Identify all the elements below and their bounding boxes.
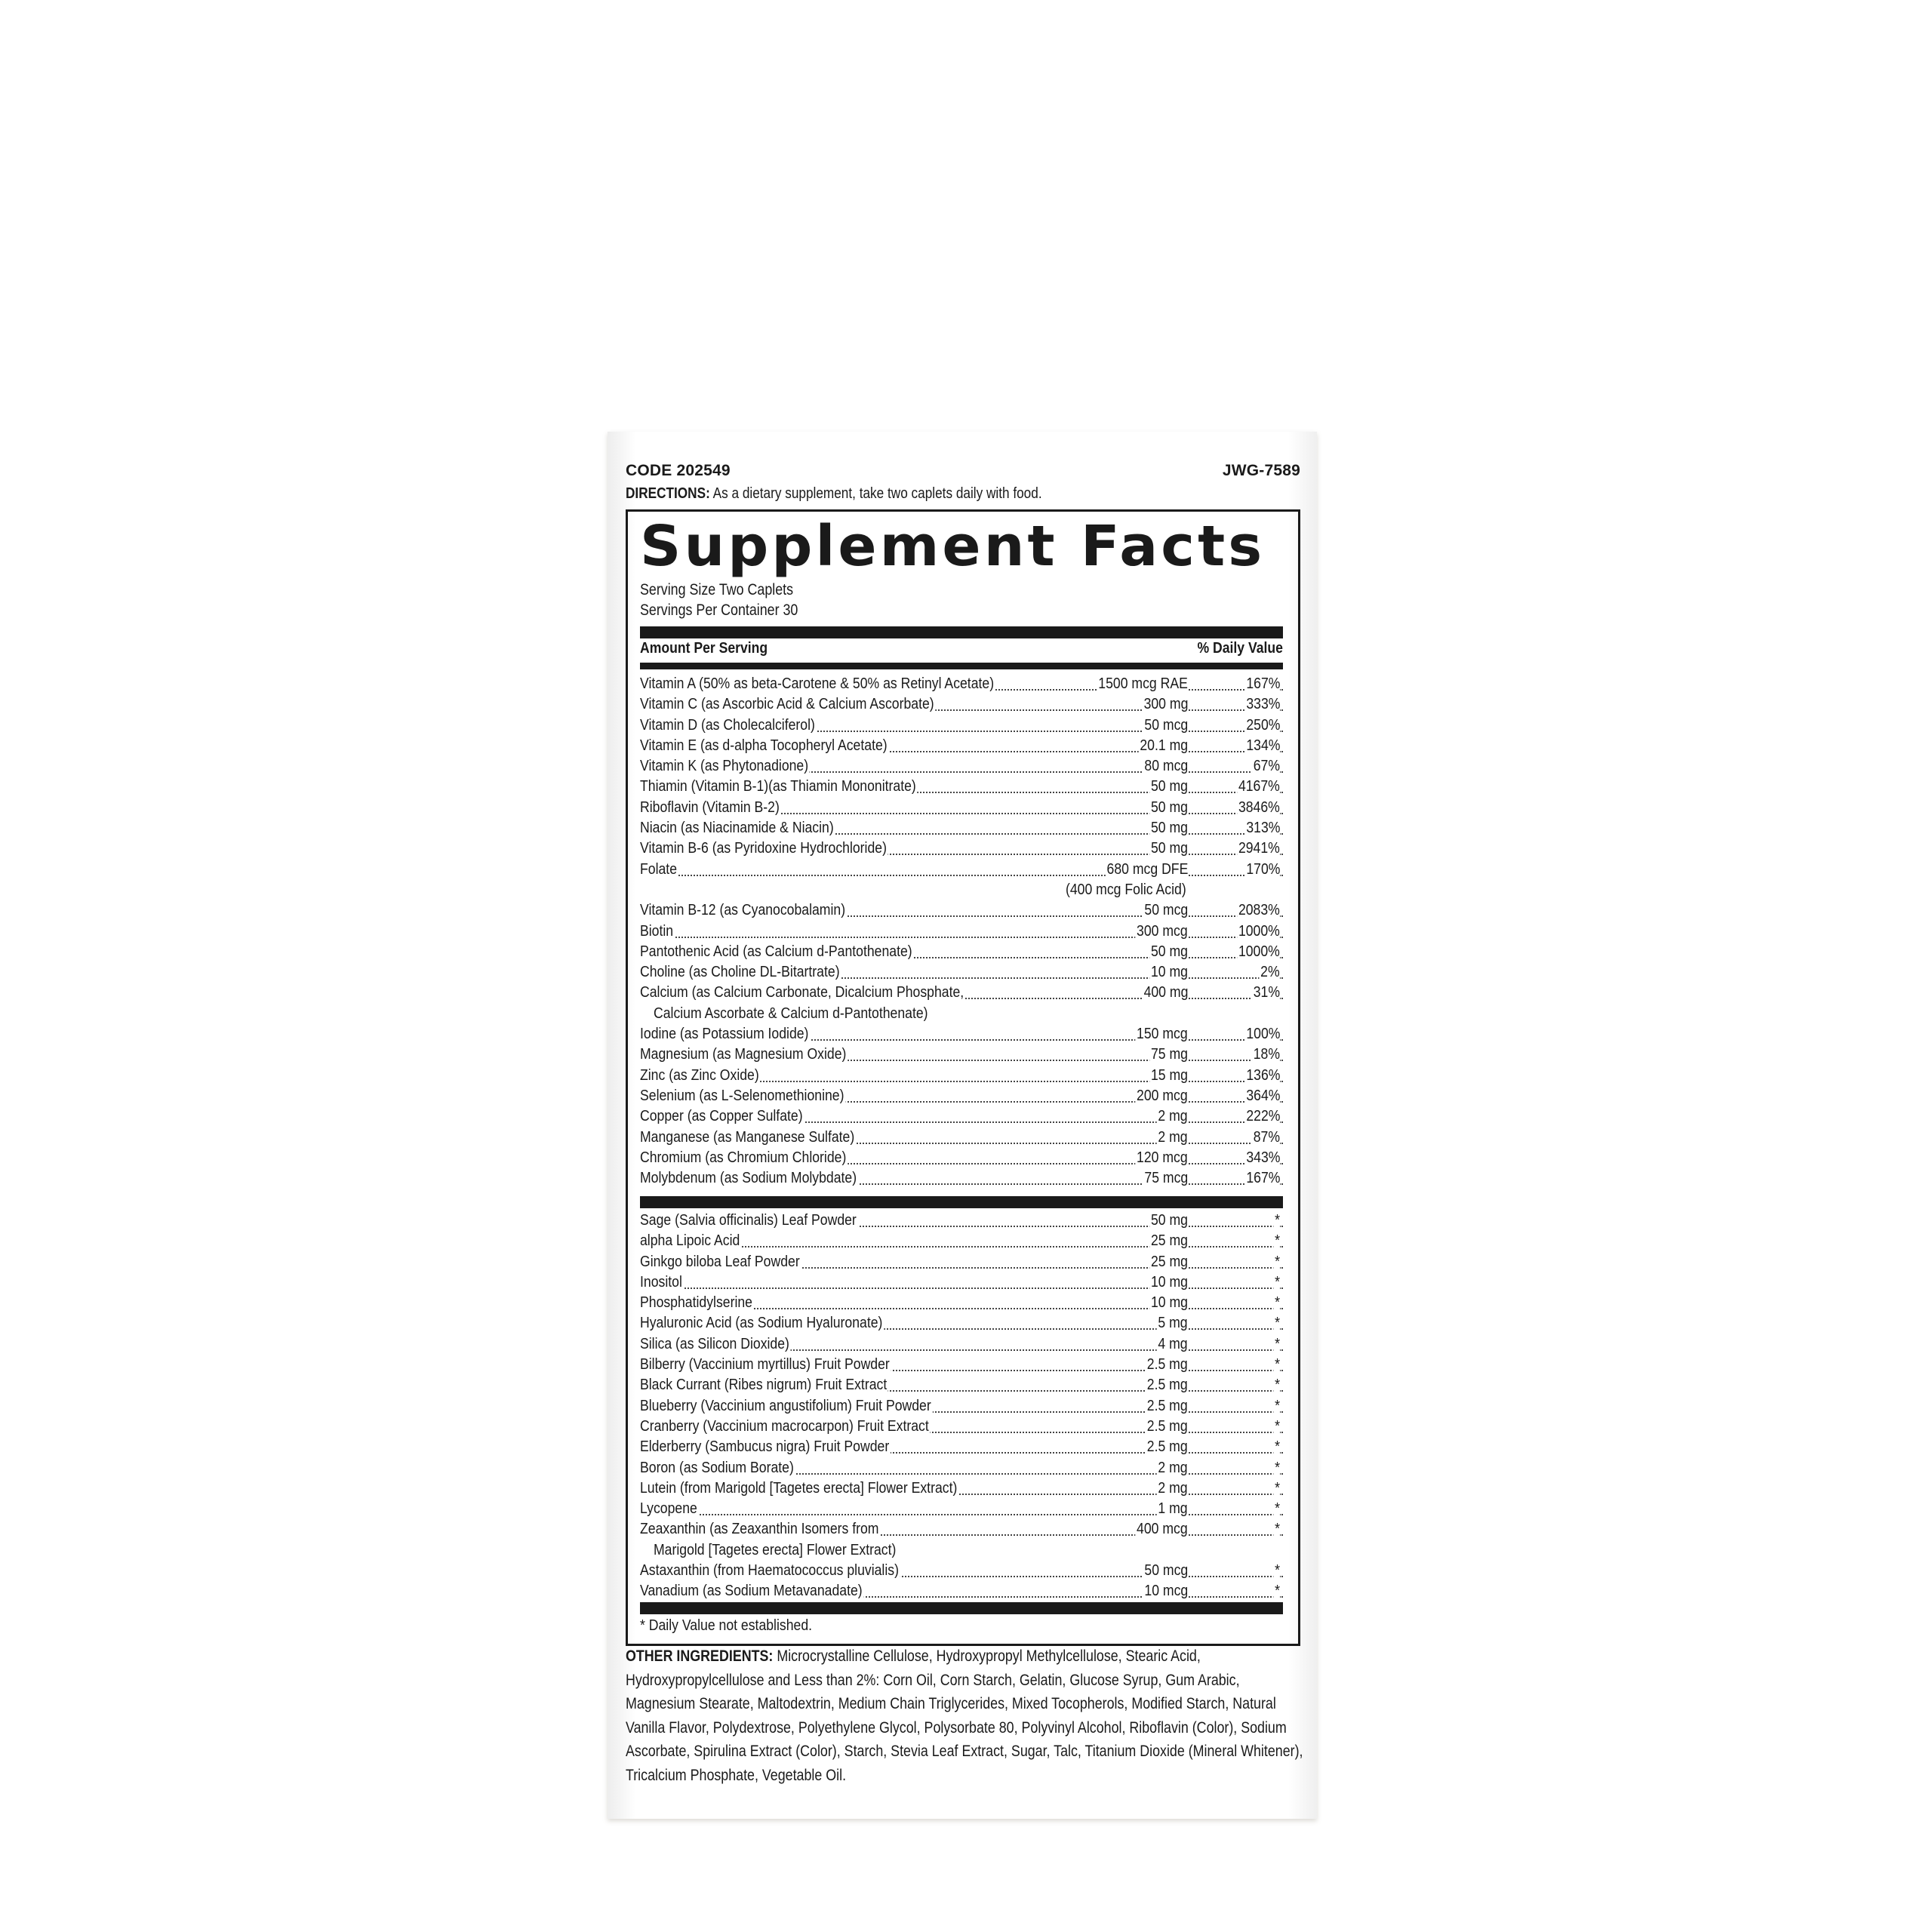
fact-row: [640, 1210, 1283, 1230]
nutrient-name: Hyaluronic Acid (as Sodium Hyaluronate): [640, 1312, 884, 1333]
nutrient-amount: 400 mg: [1142, 982, 1188, 1002]
fact-row: [640, 1436, 1283, 1457]
nutrient-daily-value: *: [1273, 1498, 1280, 1518]
nutrient-daily-value: *: [1273, 1272, 1280, 1292]
nutrient-daily-value: *: [1273, 1478, 1280, 1498]
fact-row: [640, 1106, 1283, 1126]
nutrient-amount: 300 mg: [1142, 694, 1188, 714]
nutrient-daily-value: 4167%: [1237, 776, 1280, 796]
nutrient-name: Chromium (as Chromium Chloride): [640, 1147, 848, 1168]
fact-row: [640, 1065, 1283, 1085]
other-ingredients-label: OTHER INGREDIENTS:: [626, 1647, 774, 1665]
nutrient-daily-value: *: [1273, 1416, 1280, 1436]
fact-row: [640, 1168, 1283, 1188]
fact-row: [640, 900, 1283, 920]
nutrient-daily-value: 250%: [1244, 715, 1280, 735]
nutrient-name: Magnesium (as Magnesium Oxide): [640, 1044, 848, 1064]
directions-label: DIRECTIONS:: [626, 485, 710, 502]
nutrient-name: Vitamin E (as d-alpha Tocopheryl Acetate): [640, 735, 888, 755]
nutrient-amount: 2.5 mg: [1146, 1374, 1188, 1395]
nutrient-name: Astaxanthin (from Haematococcus pluvialis): [640, 1560, 900, 1580]
nutrient-name: Lutein (from Marigold [Tagetes erecta] Flower Extract): [640, 1478, 958, 1498]
nutrient-amount: 2 mg: [1157, 1106, 1188, 1126]
fact-row: [640, 1023, 1283, 1044]
label-panel: [608, 432, 1317, 1819]
nutrient-amount: 50 mg: [1149, 838, 1188, 858]
nutrient-daily-value: 170%: [1244, 859, 1280, 879]
nutrient-daily-value: *: [1273, 1354, 1280, 1374]
nutrient-daily-value: *: [1273, 1395, 1280, 1416]
nutrient-name: Iodine (as Potassium Iodide): [640, 1023, 810, 1044]
fact-row: [640, 1395, 1283, 1416]
column-header: [640, 640, 1283, 661]
nutrient-daily-value: 136%: [1244, 1065, 1280, 1085]
nutrient-name: Lycopene: [640, 1498, 699, 1518]
nutrient-daily-value: 1000%: [1237, 941, 1280, 961]
nutrient-name: Blueberry (Vaccinium angustifolium) Fruit Powder: [640, 1395, 932, 1416]
fact-row: [640, 1085, 1283, 1106]
nutrient-name: Sage (Salvia officinalis) Leaf Powder: [640, 1210, 858, 1230]
fact-row: [640, 673, 1283, 694]
nutrient-daily-value: 1000%: [1237, 921, 1280, 941]
fact-row: [640, 1580, 1283, 1601]
facts-title: Supplement Facts: [640, 514, 1266, 579]
nutrient-name: Zinc (as Zinc Oxide): [640, 1065, 760, 1085]
nutrient-daily-value: 2083%: [1237, 900, 1280, 920]
nutrient-name: Silica (as Silicon Dioxide): [640, 1334, 791, 1354]
nutrient-amount: 50 mg: [1149, 817, 1188, 838]
nutrient-daily-value: *: [1273, 1457, 1280, 1478]
daily-value-label: % Daily Value: [1197, 640, 1283, 657]
thick-rule: [640, 1196, 1283, 1208]
nutrient-daily-value: 333%: [1244, 694, 1280, 714]
thick-rule: [640, 1602, 1283, 1614]
fact-row: [640, 694, 1283, 714]
nutrient-amount: 10 mg: [1149, 961, 1188, 982]
nutrient-amount: 2.5 mg: [1146, 1416, 1188, 1436]
nutrient-amount: 2 mg: [1157, 1457, 1188, 1478]
fact-row: [640, 961, 1283, 982]
fact-row: [640, 1251, 1283, 1272]
nutrient-name: Bilberry (Vaccinium myrtillus) Fruit Powder: [640, 1354, 891, 1374]
fact-row: [640, 1003, 1283, 1023]
nutrient-name: Niacin (as Niacinamide & Niacin): [640, 817, 835, 838]
nutrient-daily-value: 134%: [1244, 735, 1280, 755]
fact-row: [640, 879, 1283, 900]
fact-row: [640, 715, 1283, 735]
nutrient-amount-note: (400 mcg Folic Acid): [1066, 880, 1186, 898]
nutrient-name: Phosphatidylserine: [640, 1292, 754, 1312]
nutrient-daily-value: 167%: [1244, 1168, 1280, 1188]
fact-row: [640, 1127, 1283, 1147]
nutrient-name: alpha Lipoic Acid: [640, 1230, 741, 1251]
nutrient-daily-value: *: [1273, 1580, 1280, 1601]
fact-row: [640, 982, 1283, 1002]
nutrient-daily-value: 3846%: [1237, 797, 1280, 817]
fact-row: [640, 735, 1283, 755]
nutrient-amount: 200 mcg: [1136, 1085, 1188, 1106]
fact-row: [640, 1478, 1283, 1498]
product-code: CODE 202549: [626, 462, 731, 479]
nutrient-amount: 2.5 mg: [1146, 1395, 1188, 1416]
nutrient-amount: 680 mcg DFE: [1105, 859, 1188, 879]
fact-row: [640, 1540, 1283, 1560]
nutrient-name: Vitamin K (as Phytonadione): [640, 755, 810, 776]
nutrient-amount: 120 mcg: [1136, 1147, 1188, 1168]
fact-row: [640, 921, 1283, 941]
nutrient-amount: 2 mg: [1157, 1127, 1188, 1147]
nutrient-daily-value: 222%: [1244, 1106, 1280, 1126]
fact-row: [640, 1457, 1283, 1478]
fact-row: [640, 859, 1283, 879]
nutrient-amount: 50 mg: [1149, 776, 1188, 796]
nutrient-name: Boron (as Sodium Borate): [640, 1457, 795, 1478]
nutrient-amount: 20.1 mg: [1139, 735, 1188, 755]
nutrient-name: Vanadium (as Sodium Metavanadate): [640, 1580, 863, 1601]
nutrient-amount: 50 mg: [1149, 1210, 1188, 1230]
directions-text: As a dietary supplement, take two caplets daily with food.: [709, 485, 1042, 502]
code-line: [626, 462, 1300, 483]
fact-row: [640, 1374, 1283, 1395]
nutrient-daily-value: *: [1273, 1436, 1280, 1457]
nutrient-amount: 50 mg: [1149, 797, 1188, 817]
other-ingredient-list: [640, 1210, 1283, 1601]
nutrient-amount: 10 mcg: [1143, 1580, 1188, 1601]
nutrient-daily-value: 31%: [1252, 982, 1280, 1002]
nutrient-name: Molybdenum (as Sodium Molybdate): [640, 1168, 858, 1188]
nutrient-daily-value: *: [1273, 1560, 1280, 1580]
nutrient-daily-value: 364%: [1244, 1085, 1280, 1106]
directions: [626, 483, 1206, 504]
fact-row: [640, 755, 1283, 776]
footnote: * Daily Value not established.: [640, 1617, 813, 1634]
nutrient-name: Elderberry (Sambucus nigra) Fruit Powder: [640, 1436, 891, 1457]
serving-info: [640, 580, 798, 620]
fact-row: [640, 1518, 1283, 1539]
nutrient-amount: 300 mcg: [1136, 921, 1188, 941]
nutrient-amount: 2.5 mg: [1146, 1354, 1188, 1374]
nutrient-name-continued: Calcium Ascorbate & Calcium d-Pantothenate): [654, 1004, 928, 1022]
nutrient-name: Selenium (as L-Selenomethionine): [640, 1085, 845, 1106]
nutrient-amount: 5 mg: [1157, 1312, 1188, 1333]
fact-row: [640, 1560, 1283, 1580]
nutrient-amount: 1500 mcg RAE: [1097, 673, 1188, 694]
other-ingredients-text: Microcrystalline Cellulose, Hydroxypropyl Methylcellulose, Stearic Acid, Hydroxypropylcellulose and Less than 2%: Corn Oil, Corn Starch, Gelatin, Glucose Syrup, Gum Arabic, Magnesium Stearate, Maltodextrin, Medium Chain Triglycerides, Mixed Tocopherols, Modified Starch, Natural Vanilla Flavor, Polydextrose, Polyethylene Glycol, Polysorbate 80, Polyvinyl Alcohol, Riboflavin (Color), Sodium Ascorbate, Spirulina Extract (Color), Starch, Stevia Leaf Extract, Sugar, Talc, Titanium Dioxide (Mineral Whitener), Tricalcium Phosphate, Vegetable Oil.: [626, 1647, 1303, 1784]
nutrient-daily-value: *: [1273, 1334, 1280, 1354]
fact-row: [640, 797, 1283, 817]
nutrient-daily-value: *: [1273, 1312, 1280, 1333]
fact-row: [640, 1334, 1283, 1354]
nutrient-name: Vitamin B-12 (as Cyanocobalamin): [640, 900, 847, 920]
serving-size: Serving Size Two Caplets: [640, 581, 794, 598]
sku-code: JWG-7589: [1222, 462, 1300, 479]
fact-row: [640, 1292, 1283, 1312]
nutrient-name: Vitamin C (as Ascorbic Acid & Calcium Ascorbate): [640, 694, 935, 714]
nutrient-amount: 75 mcg: [1143, 1168, 1188, 1188]
nutrient-daily-value: 343%: [1244, 1147, 1280, 1168]
fact-row: [640, 1312, 1283, 1333]
nutrient-daily-value: *: [1273, 1292, 1280, 1312]
servings-per-container: Servings Per Container 30: [640, 601, 798, 619]
nutrient-name: Vitamin B-6 (as Pyridoxine Hydrochloride): [640, 838, 888, 858]
nutrient-daily-value: 67%: [1252, 755, 1280, 776]
nutrient-amount: 50 mcg: [1143, 900, 1188, 920]
fact-row: [640, 838, 1283, 858]
nutrient-daily-value: 2%: [1260, 961, 1280, 982]
thick-rule: [640, 626, 1283, 638]
other-ingredients: [626, 1644, 1306, 1787]
nutrient-amount: 50 mcg: [1143, 715, 1188, 735]
fact-row: [640, 1272, 1283, 1292]
nutrient-amount: 150 mcg: [1136, 1023, 1188, 1044]
nutrient-amount: 15 mg: [1149, 1065, 1188, 1085]
nutrient-name: Ginkgo biloba Leaf Powder: [640, 1251, 801, 1272]
nutrient-amount: 50 mg: [1149, 941, 1188, 961]
nutrient-name: Pantothenic Acid (as Calcium d-Pantothenate): [640, 941, 913, 961]
nutrient-daily-value: *: [1273, 1210, 1280, 1230]
fact-row: [640, 1498, 1283, 1518]
nutrient-name: Biotin: [640, 921, 675, 941]
vitamin-list: [640, 673, 1283, 1188]
nutrient-name: Calcium (as Calcium Carbonate, Dicalcium Phosphate,: [640, 982, 965, 1002]
nutrient-amount: 25 mg: [1149, 1251, 1188, 1272]
fact-row: [640, 941, 1283, 961]
nutrient-daily-value: 100%: [1244, 1023, 1280, 1044]
fact-row: [640, 1230, 1283, 1251]
nutrient-daily-value: 167%: [1244, 673, 1280, 694]
nutrient-amount: 2 mg: [1157, 1478, 1188, 1498]
nutrient-daily-value: 313%: [1244, 817, 1280, 838]
nutrient-amount: 10 mg: [1149, 1292, 1188, 1312]
nutrient-daily-value: *: [1273, 1518, 1280, 1539]
nutrient-daily-value: *: [1273, 1230, 1280, 1251]
fact-row: [640, 817, 1283, 838]
nutrient-name: Vitamin D (as Cholecalciferol): [640, 715, 817, 735]
nutrient-amount: 4 mg: [1157, 1334, 1188, 1354]
nutrient-name: Cranberry (Vaccinium macrocarpon) Fruit Extract: [640, 1416, 930, 1436]
nutrient-amount: 2.5 mg: [1146, 1436, 1188, 1457]
amount-per-serving-label: Amount Per Serving: [640, 640, 768, 657]
nutrient-name-continued: Marigold [Tagetes erecta] Flower Extract): [654, 1540, 897, 1558]
supplement-facts-box: [626, 509, 1300, 1646]
nutrient-name: Manganese (as Manganese Sulfate): [640, 1127, 856, 1147]
nutrient-daily-value: *: [1273, 1374, 1280, 1395]
nutrient-daily-value: 18%: [1252, 1044, 1280, 1064]
nutrient-amount: 25 mg: [1149, 1230, 1188, 1251]
nutrient-name: Inositol: [640, 1272, 684, 1292]
nutrient-amount: 10 mg: [1149, 1272, 1188, 1292]
fact-row: [640, 776, 1283, 796]
nutrient-name: Thiamin (Vitamin B-1)(as Thiamin Mononitrate): [640, 776, 918, 796]
nutrient-amount: 50 mcg: [1143, 1560, 1188, 1580]
nutrient-name: Folate: [640, 859, 678, 879]
fact-row: [640, 1354, 1283, 1374]
nutrient-daily-value: 2941%: [1237, 838, 1280, 858]
nutrient-name: Zeaxanthin (as Zeaxanthin Isomers from: [640, 1518, 880, 1539]
nutrient-name: Vitamin A (50% as beta-Carotene & 50% as Retinyl Acetate): [640, 673, 995, 694]
nutrient-name: Choline (as Choline DL-Bitartrate): [640, 961, 841, 982]
fact-row: [640, 1044, 1283, 1064]
fact-row: [640, 1416, 1283, 1436]
nutrient-amount: 80 mcg: [1143, 755, 1188, 776]
nutrient-amount: 1 mg: [1157, 1498, 1188, 1518]
nutrient-daily-value: 87%: [1252, 1127, 1280, 1147]
nutrient-amount: 75 mg: [1149, 1044, 1188, 1064]
nutrient-daily-value: *: [1273, 1251, 1280, 1272]
nutrient-name: Copper (as Copper Sulfate): [640, 1106, 804, 1126]
nutrient-name: Black Currant (Ribes nigrum) Fruit Extract: [640, 1374, 888, 1395]
fact-row: [640, 1147, 1283, 1168]
medium-rule: [640, 663, 1283, 669]
nutrient-name: Riboflavin (Vitamin B-2): [640, 797, 781, 817]
nutrient-amount: 400 mcg: [1136, 1518, 1188, 1539]
